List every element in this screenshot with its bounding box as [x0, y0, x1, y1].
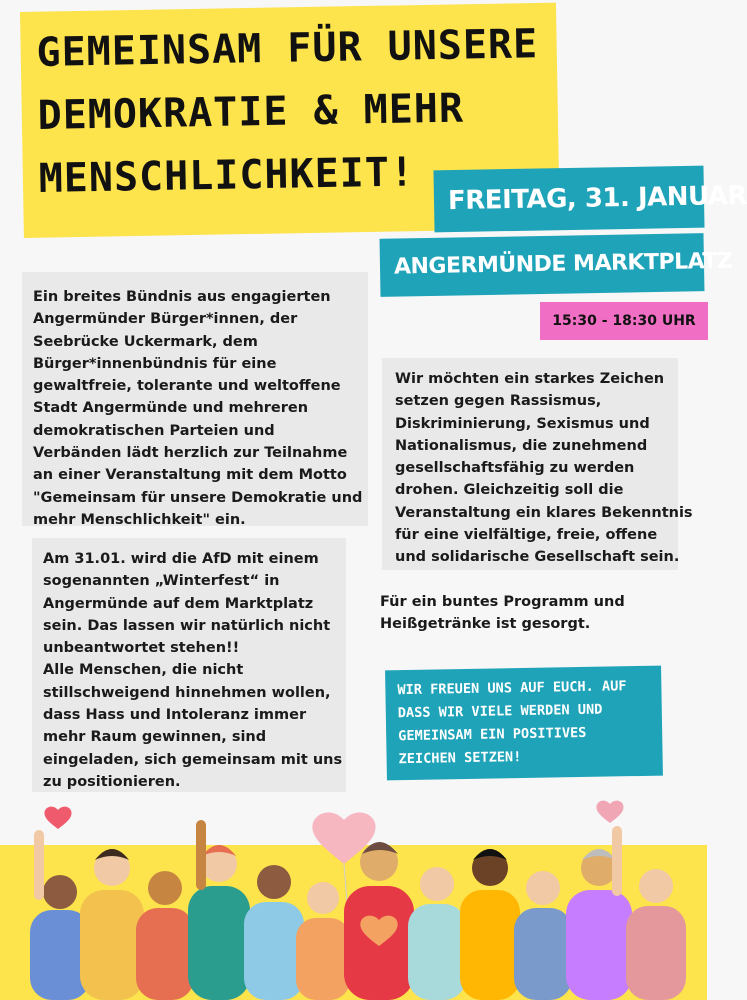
welcome-line-1: WIR FREUEN UNS AUF EUCH. AUF: [397, 678, 627, 699]
afd-textbox: [32, 538, 346, 792]
afd-line: Angermünde auf dem Marktplatz: [43, 595, 314, 612]
afd-line: zu positionieren.: [43, 773, 181, 790]
welcome-line-3: GEMEINSAM EIN POSITIVES: [398, 724, 587, 745]
intro-line: mehr Menschlichkeit" ein.: [33, 511, 246, 528]
afd-line: Am 31.01. wird die AfD mit einem: [43, 551, 319, 567]
heart-icon: [44, 807, 71, 829]
welcome-line-4: ZEICHEN SETZEN!: [398, 749, 522, 768]
headline-line-2: DEMOKRATIE & MEHR: [37, 85, 465, 139]
statement-line: Diskriminierung, Sexismus und: [395, 415, 650, 432]
welcome-banner: [385, 666, 663, 781]
statement-line: Veranstaltung ein klares Bekenntnis: [395, 504, 693, 521]
crowd-illustration: [0, 790, 707, 1000]
headline-line-3: MENSCHLICHKEIT!: [38, 149, 416, 202]
intro-line: Ein breites Bündnis aus engagierten: [33, 289, 331, 305]
statement-line: Nationalismus, die zunehmend: [395, 437, 648, 454]
welcome-line-2: DASS WIR VIELE WERDEN UND: [397, 701, 603, 722]
statement-line: setzen gegen Rassismus,: [395, 393, 602, 410]
heart-icon: [596, 801, 623, 823]
intro-textbox: [22, 272, 368, 526]
intro-line: demokratischen Parteien und: [33, 422, 275, 439]
intro-line: gewaltfreie, tolerante und weltoffene: [33, 378, 341, 395]
intro-line: Seebrücke Uckermark, dem: [33, 333, 258, 350]
afd-line: stillschweigend hinnehmen wollen,: [43, 684, 331, 701]
afd-line: dass Hass und Intoleranz immer: [43, 707, 307, 724]
statement-line: gesellschaftsfähig zu werden: [395, 460, 635, 477]
statement-textbox: [382, 358, 693, 570]
supply-line-1: Für ein buntes Programm und: [380, 594, 625, 610]
supply-line-2: Heißgetränke ist gesorgt.: [380, 616, 591, 632]
afd-line: eingeladen, sich gemeinsam mit uns: [43, 751, 343, 768]
afd-line: unbeantwortet stehen!!: [43, 640, 240, 657]
intro-line: Bürger*innenbündnis für eine: [33, 355, 277, 372]
statement-line: für eine vielfältige, freie, offene: [395, 527, 658, 544]
headline-line-1: GEMEINSAM FÜR UNSERE: [36, 21, 539, 76]
afd-line: sogenannten „Winterfest“ in: [43, 573, 280, 590]
afd-line: Alle Menschen, die nicht: [43, 662, 244, 679]
event-date-banner: FREITAG, 31. JANUAR: [433, 166, 704, 233]
supply-note: [380, 591, 680, 635]
intro-line: an einer Veranstaltung mit dem Motto: [33, 467, 347, 484]
intro-line: Angermünder Bürger*innen, der: [33, 311, 298, 328]
intro-line: Verbänden lädt herzlich zur Teilnahme: [33, 445, 348, 462]
event-time-badge: 15:30 - 18:30 UHR: [540, 302, 708, 340]
statement-line: und solidarische Gesellschaft sein.: [395, 549, 680, 566]
statement-line: Wir möchten ein starkes Zeichen: [395, 371, 665, 387]
afd-line: mehr Raum gewinnen, sind: [43, 729, 267, 746]
statement-line: drohen. Gleichzeitig soll die: [395, 482, 624, 499]
intro-line: Stadt Angermünde und mehreren: [33, 400, 309, 417]
intro-line: "Gemeinsam für unsere Demokratie und: [33, 489, 363, 506]
event-place-banner: ANGERMÜNDE MARKTPLATZ: [380, 233, 705, 297]
afd-line: sein. Das lassen wir natürlich nicht: [43, 617, 331, 634]
